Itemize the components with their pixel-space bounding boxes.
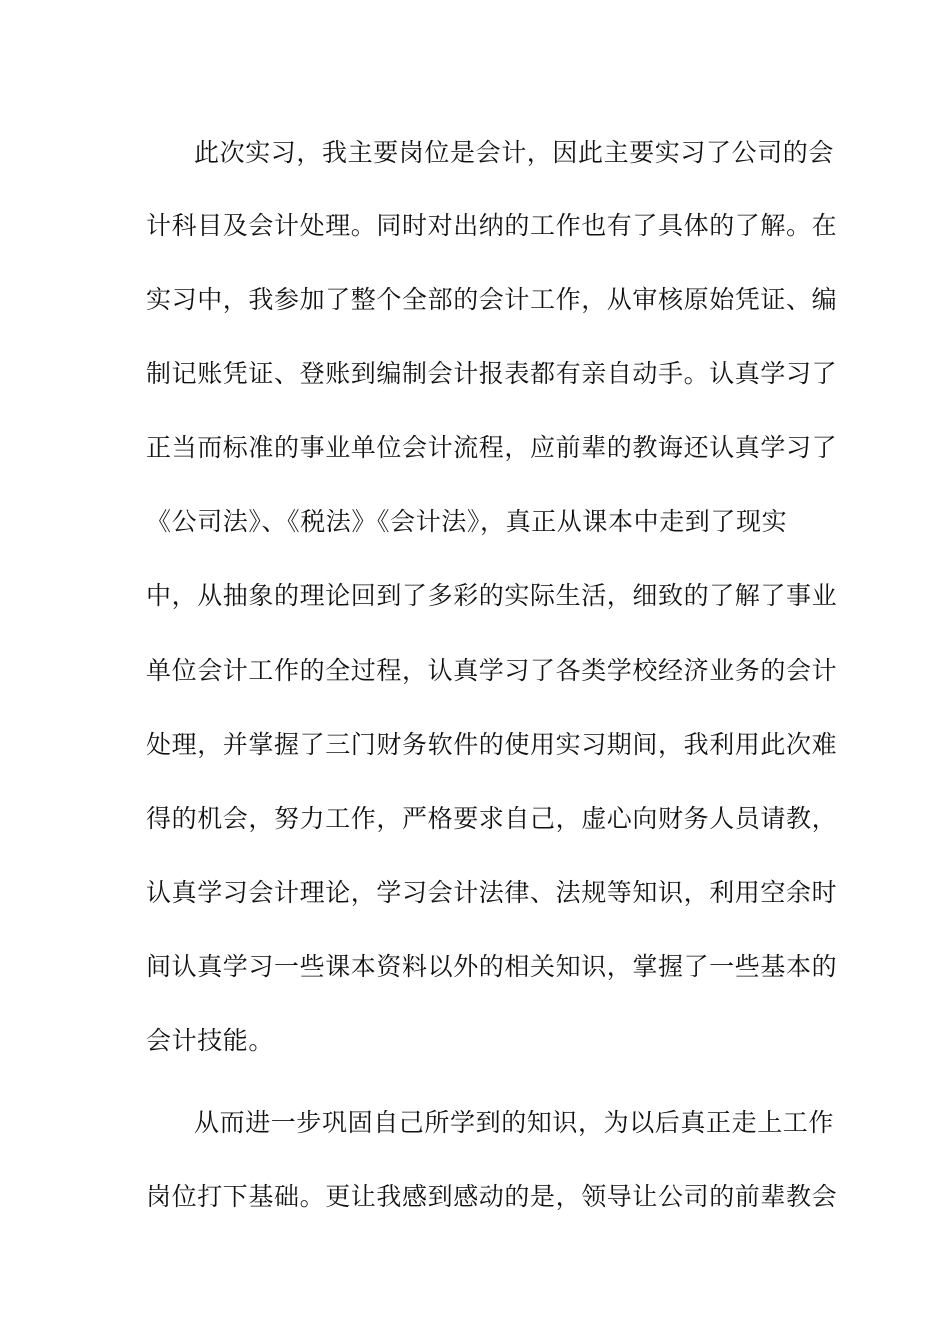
paragraph-1-line-3: 实习中，我参加了整个全部的会计工作，从审核原始凭证、编: [146, 285, 838, 314]
paragraph-1-line-7: 中，从抽象的理论回到了多彩的实际生活，细致的了解了事业: [146, 581, 838, 610]
paragraph-1-line-11: 认真学习会计理论，学习会计法律、法规等知识，利用空余时: [146, 878, 838, 907]
paragraph-1-line-8: 单位会计工作的全过程，认真学习了各类学校经济业务的会计: [146, 656, 838, 685]
paragraph-1-line-2: 计科目及会计处理。同时对出纳的工作也有了具体的了解。在: [146, 211, 838, 240]
paragraph-1-line-9: 处理，并掌握了三门财务软件的使用实习期间，我利用此次难: [146, 730, 838, 759]
paragraph-1-line-10: 得的机会，努力工作，严格要求自己，虚心向财务人员请教，: [146, 804, 838, 833]
paragraph-1-line-12: 间认真学习一些课本资料以外的相关知识，掌握了一些基本的: [146, 952, 838, 981]
paragraph-2-line-2: 岗位打下基础。更让我感到感动的是，领导让公司的前辈教会: [146, 1182, 838, 1211]
paragraph-1-line-4: 制记账凭证、登账到编制会计报表都有亲自动手。认真学习了: [146, 359, 838, 388]
paragraph-1-line-6: 《公司法》、《税法》《会计法》，真正从课本中走到了现实: [146, 507, 788, 536]
paragraph-1-line-5: 正当而标准的事业单位会计流程，应前辈的教诲还认真学习了: [146, 433, 838, 462]
paragraph-1-line-13: 会计技能。: [146, 1026, 275, 1055]
paragraph-2-line-1: 从而进一步巩固自己所学到的知识，为以后真正走上工作: [194, 1108, 835, 1137]
paragraph-1-line-1: 此次实习，我主要岗位是会计，因此主要实习了公司的会: [194, 138, 835, 167]
